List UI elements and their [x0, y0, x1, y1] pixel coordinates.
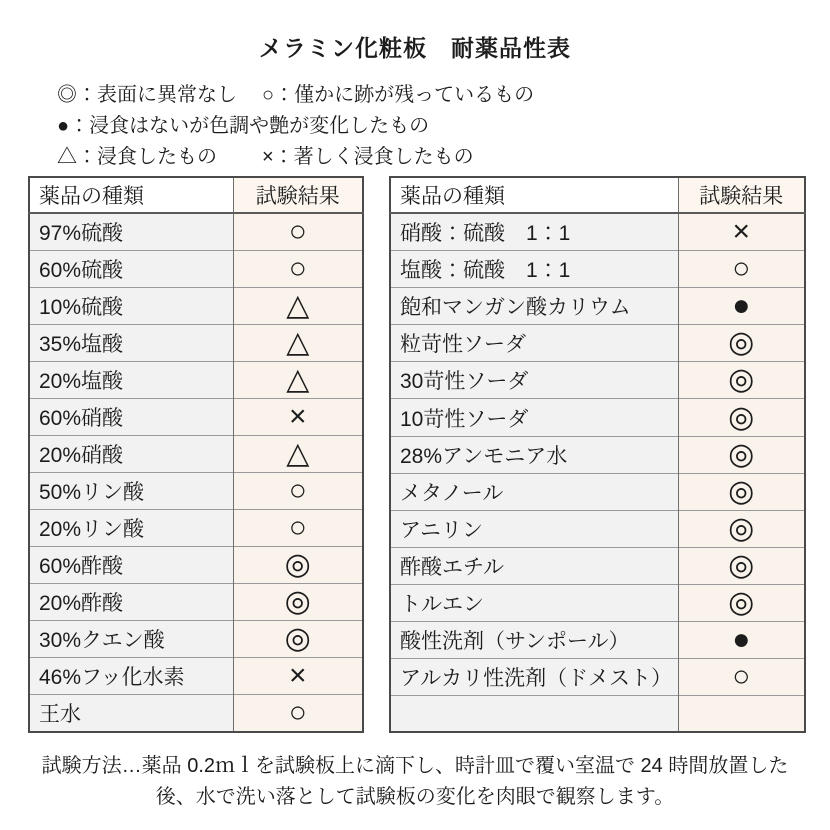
- table-row: [390, 325, 805, 362]
- chemical-name-cell: トルエン: [390, 584, 678, 621]
- chemical-name-cell: 粒苛性ソーダ: [390, 325, 678, 362]
- table-row: [390, 251, 805, 288]
- chemical-name-cell: 60%硝酸: [29, 399, 233, 436]
- table-row: [390, 399, 805, 436]
- chemical-name-cell: 60%酢酸: [29, 547, 233, 584]
- test-result-cell: ○: [233, 251, 363, 288]
- legend-row: [57, 111, 534, 142]
- test-result-cell: △: [233, 436, 363, 473]
- table-row: [29, 399, 363, 436]
- test-result-cell: ◎: [678, 510, 805, 547]
- column-header-chemical: 薬品の種類: [29, 177, 233, 213]
- legend: [57, 80, 534, 173]
- test-result-cell: ◎: [678, 325, 805, 362]
- chemical-name-cell: 50%リン酸: [29, 473, 233, 510]
- legend-row: [57, 142, 534, 173]
- table-row: [390, 362, 805, 399]
- tables-container: [28, 176, 806, 733]
- test-result-cell: ×: [233, 658, 363, 695]
- chemical-name-cell: アルカリ性洗剤（ドメスト）: [390, 659, 678, 696]
- table-row: [29, 362, 363, 399]
- test-result-cell: ○: [678, 251, 805, 288]
- test-result-cell: ◎: [233, 547, 363, 584]
- table-row: [390, 510, 805, 547]
- chemical-name-cell: 97%硫酸: [29, 213, 233, 251]
- legend-item-color-gloss-change: ●：浸食はないが色調や艶が変化したもの: [57, 115, 430, 137]
- table-row: [29, 510, 363, 547]
- table-row: [29, 547, 363, 584]
- test-result-cell: ◎: [233, 621, 363, 658]
- chemical-name-cell: 30苛性ソーダ: [390, 362, 678, 399]
- table-row: [390, 547, 805, 584]
- test-result-cell: ○: [233, 473, 363, 510]
- chemical-resistance-table-left: [28, 176, 364, 733]
- chemical-name-cell: [390, 696, 678, 732]
- chemical-name-cell: 60%硫酸: [29, 251, 233, 288]
- test-result-cell: ◎: [678, 362, 805, 399]
- test-result-cell: ○: [233, 213, 363, 251]
- test-result-cell: ●: [678, 622, 805, 659]
- chemical-name-cell: 硝酸：硫酸 1：1: [390, 213, 678, 251]
- table-row: [29, 436, 363, 473]
- chemical-name-cell: 10%硫酸: [29, 288, 233, 325]
- table-row: [29, 584, 363, 621]
- table-row: [29, 658, 363, 695]
- chemical-name-cell: 王水: [29, 695, 233, 733]
- chemical-name-cell: 10苛性ソーダ: [390, 399, 678, 436]
- legend-row: [57, 80, 534, 111]
- table-header-row: [390, 177, 805, 213]
- test-result-cell: ×: [678, 213, 805, 251]
- chemical-name-cell: 20%塩酸: [29, 362, 233, 399]
- test-result-cell: ◎: [678, 584, 805, 621]
- table-row: [29, 213, 363, 251]
- chemical-name-cell: 46%フッ化水素: [29, 658, 233, 695]
- page-title: メラミン化粧板 耐薬品性表: [259, 35, 571, 61]
- test-result-cell: ◎: [678, 399, 805, 436]
- chemical-name-cell: 28%アンモニア水: [390, 436, 678, 473]
- table-row: [390, 473, 805, 510]
- test-result-cell: ◎: [233, 584, 363, 621]
- column-header-result: 試験結果: [233, 177, 363, 213]
- test-result-cell: △: [233, 362, 363, 399]
- legend-item-severely-eroded: ×：著しく浸食したもの: [262, 146, 474, 168]
- note-line-1: 試験方法…薬品 0.2ｍｌを試験板上に滴下し、時計皿で覆い室温で 24 時間放置した: [41, 755, 789, 777]
- chemical-name-cell: 酸性洗剤（サンポール）: [390, 622, 678, 659]
- test-result-cell: ◎: [678, 547, 805, 584]
- test-result-cell: ◎: [678, 436, 805, 473]
- table-row: [29, 251, 363, 288]
- test-result-cell: ●: [678, 288, 805, 325]
- note-line-2: 後、水で洗い落として試験板の変化を肉眼で観察します。: [155, 786, 675, 808]
- chemical-name-cell: 酢酸エチル: [390, 547, 678, 584]
- chemical-name-cell: 35%塩酸: [29, 325, 233, 362]
- chemical-name-cell: 20%酢酸: [29, 584, 233, 621]
- test-result-cell: ◎: [678, 473, 805, 510]
- table-header-row: [29, 177, 363, 213]
- table-row: [390, 659, 805, 696]
- test-result-cell: ×: [233, 399, 363, 436]
- chemical-name-cell: 20%硝酸: [29, 436, 233, 473]
- legend-item-slight-trace: ○：僅かに跡が残っているもの: [262, 84, 535, 106]
- column-header-chemical: 薬品の種類: [390, 177, 678, 213]
- chemical-resistance-table-right: [389, 176, 806, 733]
- table-row: [390, 288, 805, 325]
- chemical-name-cell: アニリン: [390, 510, 678, 547]
- chemical-name-cell: 20%リン酸: [29, 510, 233, 547]
- table-row: [390, 696, 805, 732]
- legend-item-eroded: △：浸食したもの: [57, 146, 217, 168]
- table-row: [390, 213, 805, 251]
- table-row: [29, 621, 363, 658]
- chemical-name-cell: メタノール: [390, 473, 678, 510]
- legend-item-no-abnormality: ◎：表面に異常なし: [57, 84, 237, 106]
- chemical-name-cell: 30%クエン酸: [29, 621, 233, 658]
- table-row: [29, 695, 363, 733]
- test-result-cell: ○: [233, 510, 363, 547]
- test-result-cell: [678, 696, 805, 732]
- table-row: [29, 473, 363, 510]
- test-result-cell: △: [233, 325, 363, 362]
- test-result-cell: △: [233, 288, 363, 325]
- table-row: [390, 584, 805, 621]
- chemical-name-cell: 飽和マンガン酸カリウム: [390, 288, 678, 325]
- test-method-note: [0, 751, 830, 813]
- test-result-cell: ○: [678, 659, 805, 696]
- column-header-result: 試験結果: [678, 177, 805, 213]
- table-row: [29, 325, 363, 362]
- table-row: [390, 622, 805, 659]
- table-row: [390, 436, 805, 473]
- chemical-name-cell: 塩酸：硫酸 1：1: [390, 251, 678, 288]
- test-result-cell: ○: [233, 695, 363, 733]
- table-row: [29, 288, 363, 325]
